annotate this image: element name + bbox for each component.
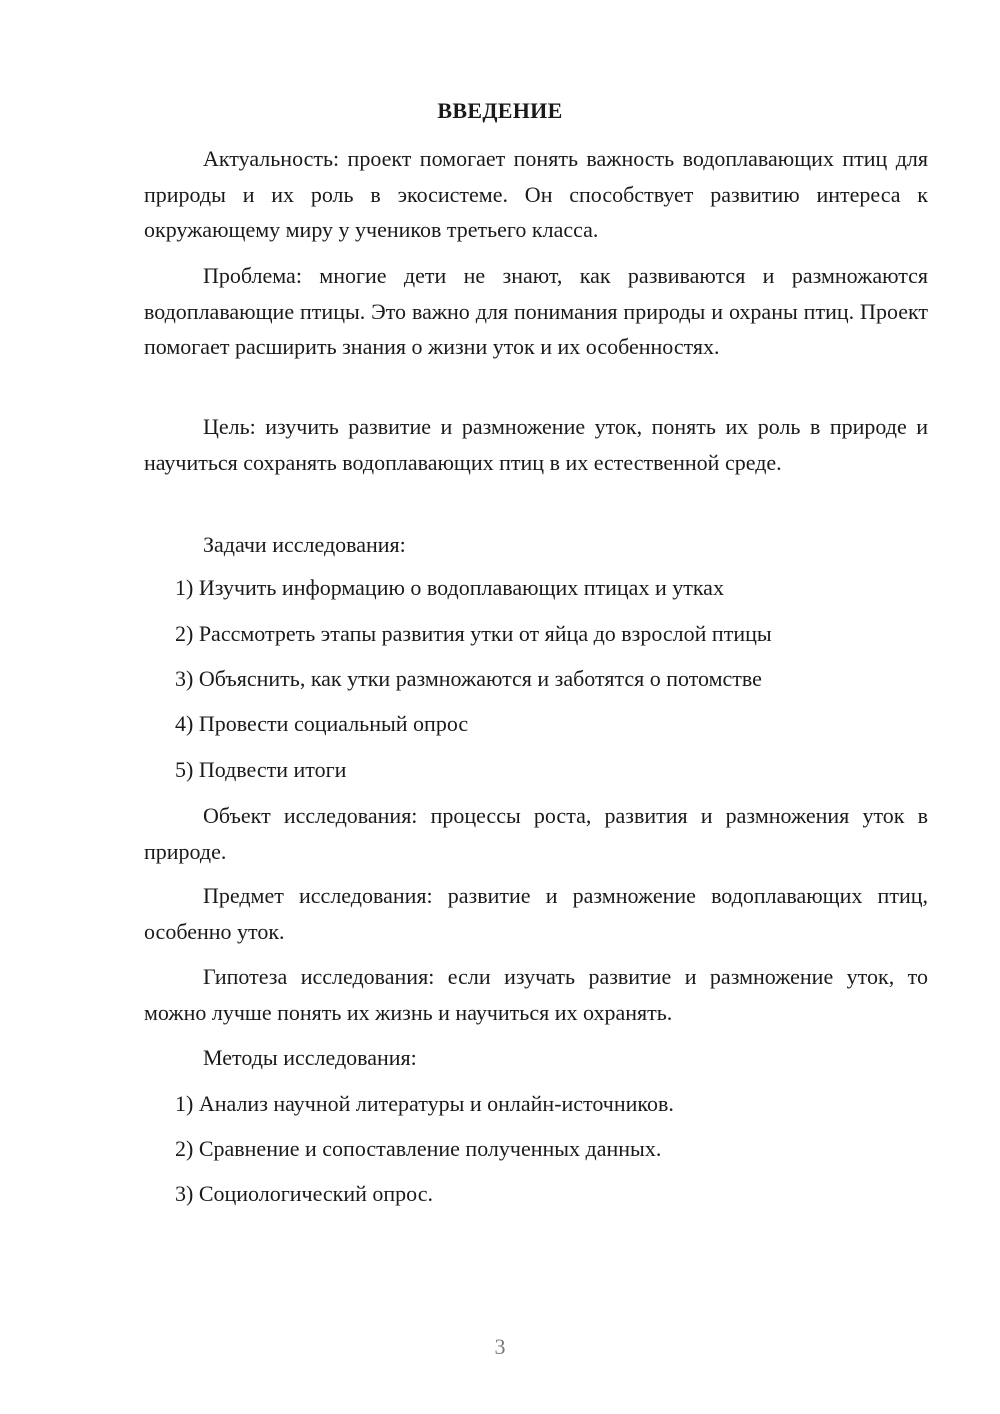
page-number: 3 bbox=[494, 1334, 506, 1359]
task-item: 1) Изучить информацию о водоплавающих птицах и утках bbox=[175, 575, 724, 600]
subject-paragraph: Предмет исследования: развитие и размножение водоплавающих птиц, особенно уток. bbox=[144, 883, 928, 944]
tasks-heading: Задачи исследования: bbox=[203, 532, 406, 557]
method-item: 1) Анализ научной литературы и онлайн-источников. bbox=[175, 1091, 674, 1116]
task-item: 2) Рассмотреть этапы развития утки от яйца до взрослой птицы bbox=[175, 621, 772, 646]
methods-heading: Методы исследования: bbox=[203, 1045, 417, 1070]
task-item: 5) Подвести итоги bbox=[175, 757, 347, 782]
method-item: 3) Социологический опрос. bbox=[175, 1181, 433, 1206]
task-item: 3) Объяснить, как утки размножаются и заботятся о потомстве bbox=[175, 666, 762, 691]
problem-paragraph: Проблема: многие дети не знают, как развиваются и размножаются водоплавающие птицы. Это важно для понимания природы и охраны птиц. Проект помогает расширить знания о жизни уток и их особенностях. bbox=[144, 263, 928, 359]
task-item: 4) Провести социальный опрос bbox=[175, 711, 469, 736]
goal-paragraph: Цель: изучить развитие и размножение уток, понять их роль в природе и научиться сохранять водоплавающих птиц в их естественной среде. bbox=[144, 414, 928, 475]
hypothesis-paragraph: Гипотеза исследования: если изучать развитие и размножение уток, то можно лучше понять их жизнь и научиться их охранять. bbox=[144, 964, 928, 1025]
section-title: ВВЕДЕНИЕ bbox=[437, 98, 563, 123]
method-item: 2) Сравнение и сопоставление полученных данных. bbox=[175, 1136, 662, 1161]
object-paragraph: Объект исследования: процессы роста, развития и размножения уток в природе. bbox=[144, 803, 928, 864]
relevance-paragraph: Актуальность: проект помогает понять важность водоплавающих птиц для природы и их роль в экосистеме. Он способствует развитию интереса к окружающему миру у учеников третьего класса. bbox=[144, 146, 928, 242]
